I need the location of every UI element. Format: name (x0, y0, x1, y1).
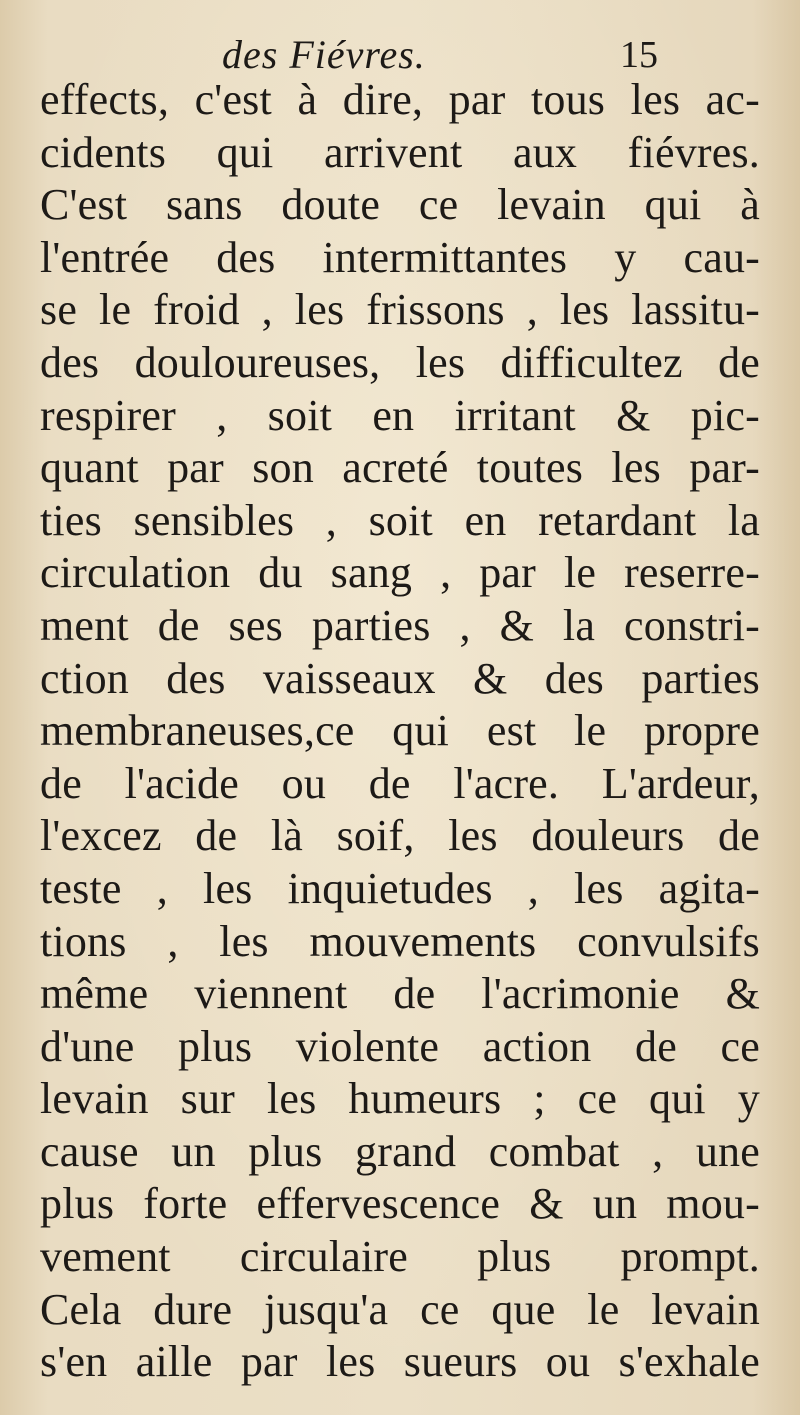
text-line: de l'acide ou de l'acre. L'ardeur, (40, 758, 760, 808)
text-line: quant par son acreté toutes les par- (40, 443, 760, 493)
text-line: ment de ses parties , & la constri- (40, 600, 760, 650)
text-line: teste , les inquietudes , les agita- (40, 863, 760, 913)
text-line: Cela dure jusqu'a ce que le levain (40, 1284, 760, 1334)
text-line: circulation du sang , par le reserre- (40, 548, 760, 598)
text-line: s'en aille par les sueurs ou s'exhale (40, 1337, 760, 1387)
text-line: des douloureuses, les difficultez de (40, 337, 760, 387)
text-line: plus forte effervescence & un mou- (40, 1179, 760, 1229)
text-line: effects, c'est à dire, par tous les ac- (40, 75, 760, 124)
text-line: cidents qui arrivent aux fiévres. (40, 127, 760, 177)
text-line: l'excez de là soif, les douleurs de (40, 811, 760, 861)
text-line: ction des vaisseaux & des parties (40, 653, 760, 703)
text-line: C'est sans doute ce levain qui à (40, 180, 760, 230)
body-text (40, 74, 760, 1389)
text-line: se le froid , les frissons , les lassitu- (40, 285, 760, 335)
text-line: tions , les mouvements convulsifs (40, 916, 760, 966)
text-line: ties sensibles , soit en retardant la (40, 495, 760, 545)
text-line: d'une plus violente action de ce (40, 1021, 760, 1071)
text-line: l'entrée des intermittantes y cau- (40, 232, 760, 282)
text-line: même viennent de l'acrimonie & (40, 969, 760, 1019)
text-line: membraneuses,ce qui est le propre (40, 706, 760, 756)
text-line: cause un plus grand combat , une (40, 1126, 760, 1176)
text-line: respirer , soit en irritant & pic- (40, 390, 760, 440)
running-title: des Fiévres. (222, 32, 426, 77)
text-line: levain sur les humeurs ; ce qui y (40, 1074, 760, 1124)
text-line: vement circulaire plus prompt. (40, 1232, 760, 1282)
page-number: 15 (620, 34, 658, 76)
